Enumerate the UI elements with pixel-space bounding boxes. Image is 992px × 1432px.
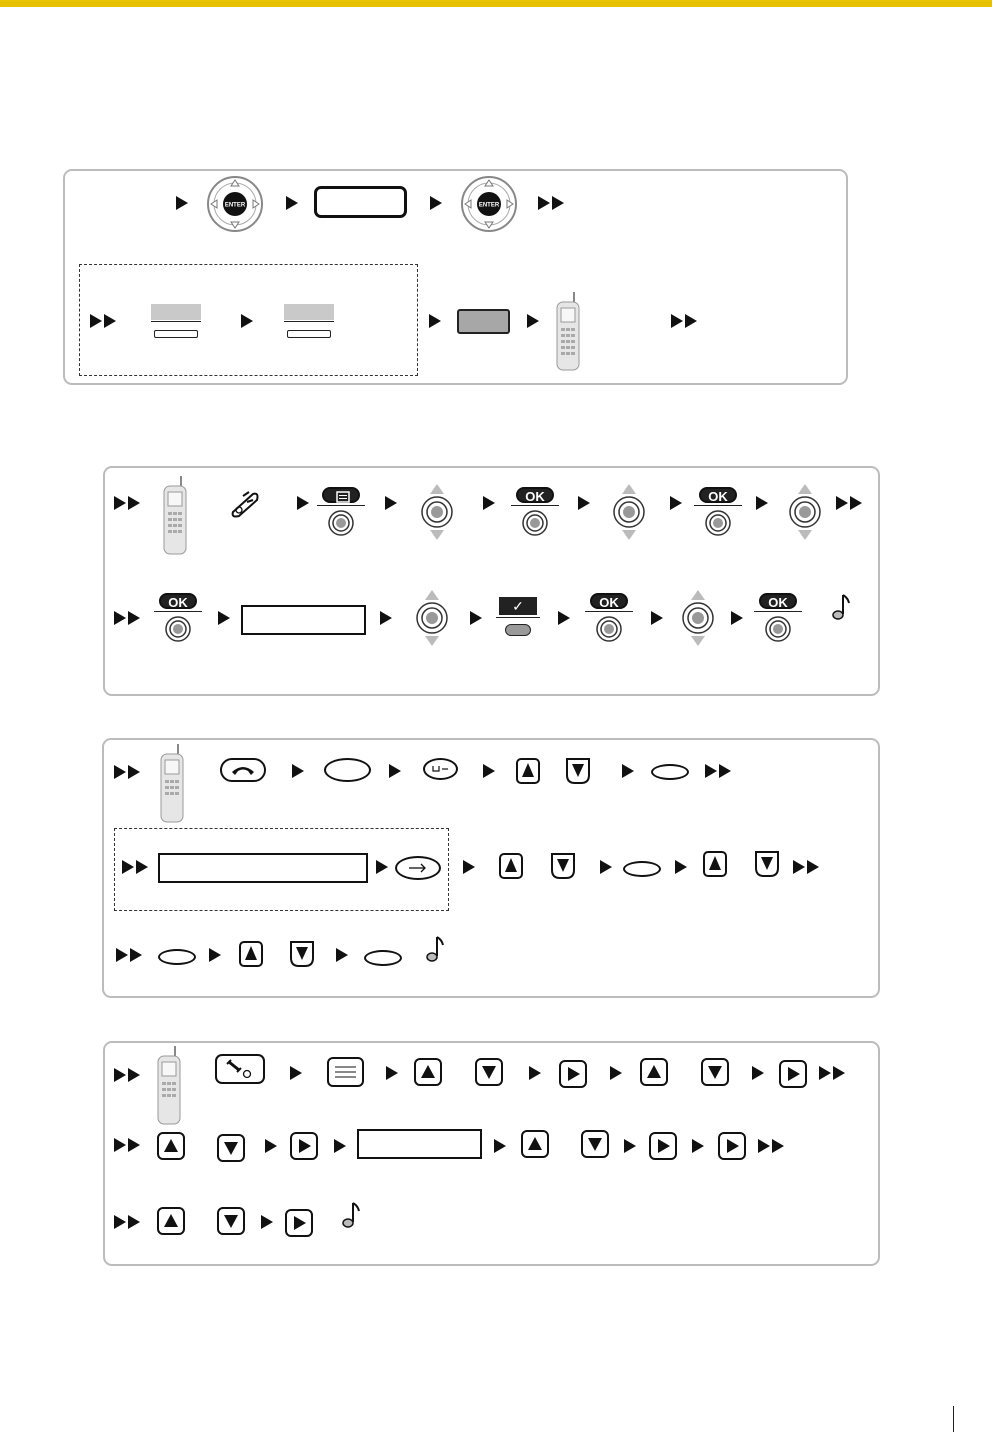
- step-arrow: [675, 860, 687, 874]
- transfer-key-icon[interactable]: [395, 856, 441, 880]
- step-arrow: [483, 764, 495, 778]
- down-arrow-key-icon[interactable]: [755, 851, 783, 879]
- step-arrow: [297, 496, 309, 510]
- step-arrow: [290, 1066, 302, 1080]
- down-arrow-key-icon[interactable]: [566, 758, 594, 786]
- step-arrow: [731, 611, 743, 625]
- step-arrow: [386, 1066, 398, 1080]
- ok-label: OK: [759, 593, 797, 609]
- function-key[interactable]: [623, 861, 661, 877]
- ok-label: OK: [590, 593, 628, 609]
- continue-arrow: [114, 1068, 144, 1082]
- continue-arrow: [114, 611, 144, 625]
- ok-label: OK: [159, 593, 197, 609]
- header-accent-bar: [0, 0, 992, 7]
- up-arrow-key-icon[interactable]: [239, 941, 267, 969]
- step-arrow: [600, 860, 612, 874]
- step-arrow: [527, 314, 539, 328]
- portable-station-icon: [555, 292, 581, 372]
- step-arrow: [470, 611, 482, 625]
- step-arrow: [430, 196, 442, 210]
- step-arrow: [292, 764, 304, 778]
- continue-arrow: [116, 948, 146, 962]
- space-key-icon[interactable]: [423, 758, 458, 780]
- confirmation-tone-icon: [830, 592, 852, 622]
- continue-arrow: [819, 1066, 849, 1080]
- continue-arrow: [538, 196, 568, 210]
- confirmation-tone-icon: [424, 934, 446, 964]
- function-key[interactable]: [651, 764, 689, 780]
- down-arrow-key-icon[interactable]: [217, 1207, 245, 1235]
- ok-key-icon[interactable]: [694, 487, 742, 535]
- right-arrow-key-icon[interactable]: [718, 1132, 746, 1160]
- soft-key[interactable]: [284, 304, 334, 338]
- up-arrow-key-icon[interactable]: [157, 1207, 185, 1235]
- navigator-up-down-icon[interactable]: [787, 484, 823, 540]
- ok-key-icon[interactable]: [585, 593, 633, 641]
- up-arrow-key-icon[interactable]: [516, 758, 544, 786]
- step-arrow: [380, 611, 392, 625]
- check-soft-key[interactable]: [496, 597, 540, 639]
- confirmation-tone-icon: [340, 1200, 362, 1230]
- step-arrow: [429, 314, 441, 328]
- continue-arrow: [793, 860, 823, 874]
- step-arrow: [692, 1139, 704, 1153]
- step-arrow: [610, 1066, 622, 1080]
- up-arrow-key-icon[interactable]: [640, 1058, 668, 1086]
- menu-key-icon[interactable]: [317, 487, 365, 535]
- step-arrow: [241, 314, 253, 328]
- function-key[interactable]: [158, 949, 196, 965]
- enter-navigator-icon[interactable]: [207, 176, 263, 232]
- off-hook-icon[interactable]: [229, 488, 261, 520]
- gray-key[interactable]: [457, 309, 510, 334]
- continue-arrow: [114, 1138, 144, 1152]
- enter-label: ENTER: [224, 202, 246, 209]
- right-arrow-key-icon[interactable]: [559, 1060, 587, 1088]
- continue-arrow: [836, 496, 866, 510]
- step-arrow: [334, 1139, 346, 1153]
- up-arrow-key-icon[interactable]: [414, 1058, 442, 1086]
- portable-station-icon: [162, 476, 188, 556]
- navigator-up-down-icon[interactable]: [414, 590, 450, 646]
- up-arrow-key-icon[interactable]: [499, 853, 527, 881]
- right-arrow-key-icon[interactable]: [779, 1060, 807, 1088]
- step-arrow: [622, 764, 634, 778]
- ok-key-icon[interactable]: [754, 593, 802, 641]
- step-arrow: [286, 196, 298, 210]
- step-arrow: [651, 611, 663, 625]
- ok-label: OK: [699, 487, 737, 503]
- continue-arrow: [671, 314, 701, 328]
- step-arrow: [578, 496, 590, 510]
- navigator-up-down-icon[interactable]: [419, 484, 455, 540]
- down-arrow-key-icon[interactable]: [581, 1130, 609, 1158]
- step-arrow: [209, 948, 221, 962]
- input-field[interactable]: [158, 853, 368, 883]
- off-hook-key-icon[interactable]: [215, 1054, 265, 1084]
- page-margin-line: [953, 1406, 954, 1432]
- feature-button[interactable]: [314, 186, 407, 218]
- soft-key[interactable]: [151, 304, 201, 338]
- check-label: ✓: [499, 597, 537, 615]
- portable-station-icon: [159, 744, 185, 824]
- step-arrow: [756, 496, 768, 510]
- input-field[interactable]: [241, 605, 366, 635]
- right-arrow-key-icon[interactable]: [285, 1209, 313, 1237]
- portable-station-icon: [156, 1046, 182, 1126]
- continue-arrow: [122, 860, 152, 874]
- continue-arrow: [114, 1215, 144, 1229]
- step-arrow: [752, 1066, 764, 1080]
- step-arrow: [176, 196, 188, 210]
- navigator-up-down-icon[interactable]: [611, 484, 647, 540]
- step-arrow: [624, 1139, 636, 1153]
- step-arrow: [336, 948, 348, 962]
- down-arrow-key-icon[interactable]: [217, 1134, 245, 1162]
- right-arrow-key-icon[interactable]: [649, 1132, 677, 1160]
- step-arrow: [218, 611, 230, 625]
- up-arrow-key-icon[interactable]: [521, 1130, 549, 1158]
- step-arrow: [670, 496, 682, 510]
- down-arrow-key-icon[interactable]: [290, 941, 318, 969]
- step-arrow: [494, 1139, 506, 1153]
- down-arrow-key-icon[interactable]: [551, 853, 579, 881]
- up-arrow-key-icon[interactable]: [703, 851, 731, 879]
- up-arrow-key-icon[interactable]: [157, 1132, 185, 1160]
- step-arrow: [483, 496, 495, 510]
- step-arrow: [529, 1066, 541, 1080]
- menu-key-icon[interactable]: [327, 1057, 364, 1087]
- right-arrow-key-icon[interactable]: [290, 1132, 318, 1160]
- ok-label: OK: [516, 487, 554, 503]
- step-arrow: [261, 1215, 273, 1229]
- step-arrow: [265, 1139, 277, 1153]
- ok-key-icon[interactable]: [511, 487, 559, 535]
- enter-navigator-icon[interactable]: [461, 176, 517, 232]
- down-arrow-key-icon[interactable]: [475, 1058, 503, 1086]
- continue-arrow: [705, 764, 735, 778]
- enter-label: ENTER: [478, 202, 500, 209]
- function-key[interactable]: [324, 758, 371, 782]
- step-arrow: [463, 860, 475, 874]
- step-arrow: [389, 764, 401, 778]
- function-key[interactable]: [364, 950, 402, 966]
- step-arrow: [385, 496, 397, 510]
- ok-key-icon[interactable]: [154, 593, 202, 641]
- continue-arrow: [758, 1139, 788, 1153]
- step-arrow: [376, 860, 388, 874]
- input-field[interactable]: [357, 1129, 482, 1159]
- talk-key-icon[interactable]: [220, 758, 266, 782]
- down-arrow-key-icon[interactable]: [701, 1058, 729, 1086]
- continue-arrow: [114, 765, 144, 779]
- navigator-up-down-icon[interactable]: [680, 590, 716, 646]
- step-arrow: [558, 611, 570, 625]
- continue-arrow: [114, 496, 144, 510]
- continue-arrow: [90, 314, 120, 328]
